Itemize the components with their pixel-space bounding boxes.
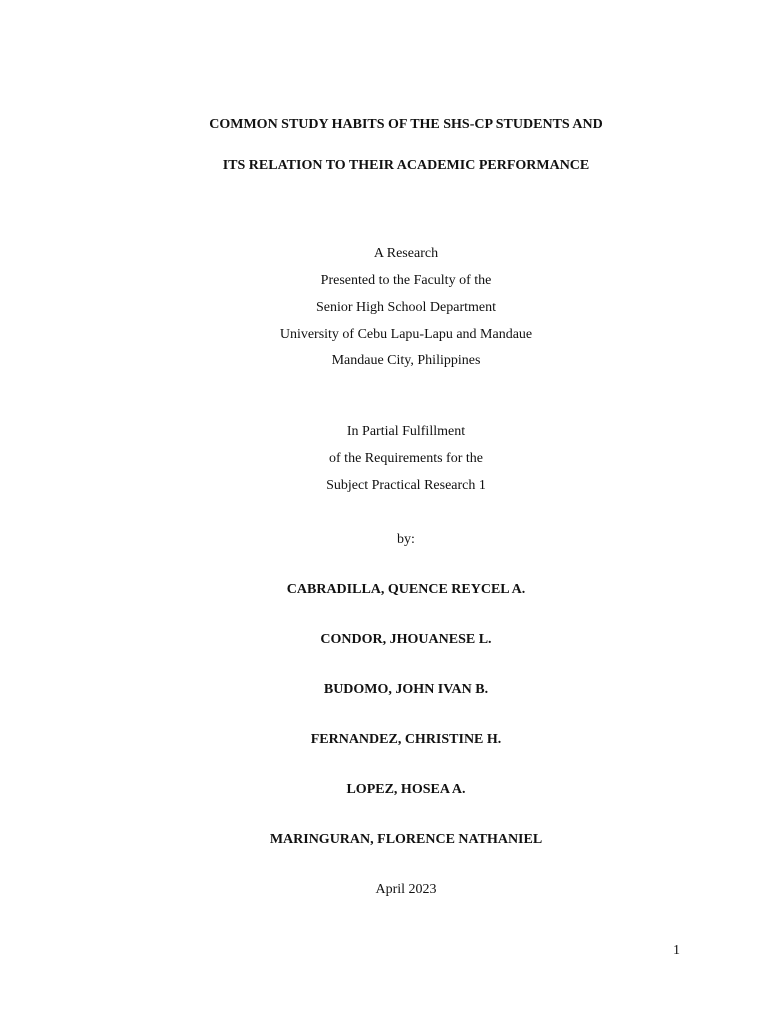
- author-name: CONDOR, JHOUANESE L.: [320, 632, 492, 647]
- by-label: by:: [397, 532, 415, 547]
- title-line-1: COMMON STUDY HABITS OF THE SHS-CP STUDENTS AND: [209, 117, 603, 132]
- author-name: MARINGURAN, FLORENCE NATHANIEL: [269, 832, 543, 847]
- presentation-line: Mandaue City, Philippines: [331, 353, 481, 368]
- presentation-line: Senior High School Department: [315, 300, 497, 315]
- fulfillment-line: In Partial Fulfillment: [346, 424, 466, 439]
- page-number: 1: [673, 943, 680, 958]
- title-line-2: ITS RELATION TO THEIR ACADEMIC PERFORMANCE: [222, 158, 590, 173]
- presentation-line: Presented to the Faculty of the: [320, 273, 492, 288]
- submission-date: April 2023: [375, 882, 437, 897]
- fulfillment-line: Subject Practical Research 1: [326, 478, 486, 493]
- author-name: FERNANDEZ, CHRISTINE H.: [310, 732, 502, 747]
- fulfillment-line: of the Requirements for the: [329, 451, 483, 466]
- author-name: LOPEZ, HOSEA A.: [346, 782, 466, 797]
- presentation-line: University of Cebu Lapu-Lapu and Mandaue: [279, 327, 533, 342]
- presentation-line: A Research: [373, 246, 439, 261]
- author-name: CABRADILLA, QUENCE REYCEL A.: [286, 582, 526, 597]
- author-name: BUDOMO, JOHN IVAN B.: [323, 682, 489, 697]
